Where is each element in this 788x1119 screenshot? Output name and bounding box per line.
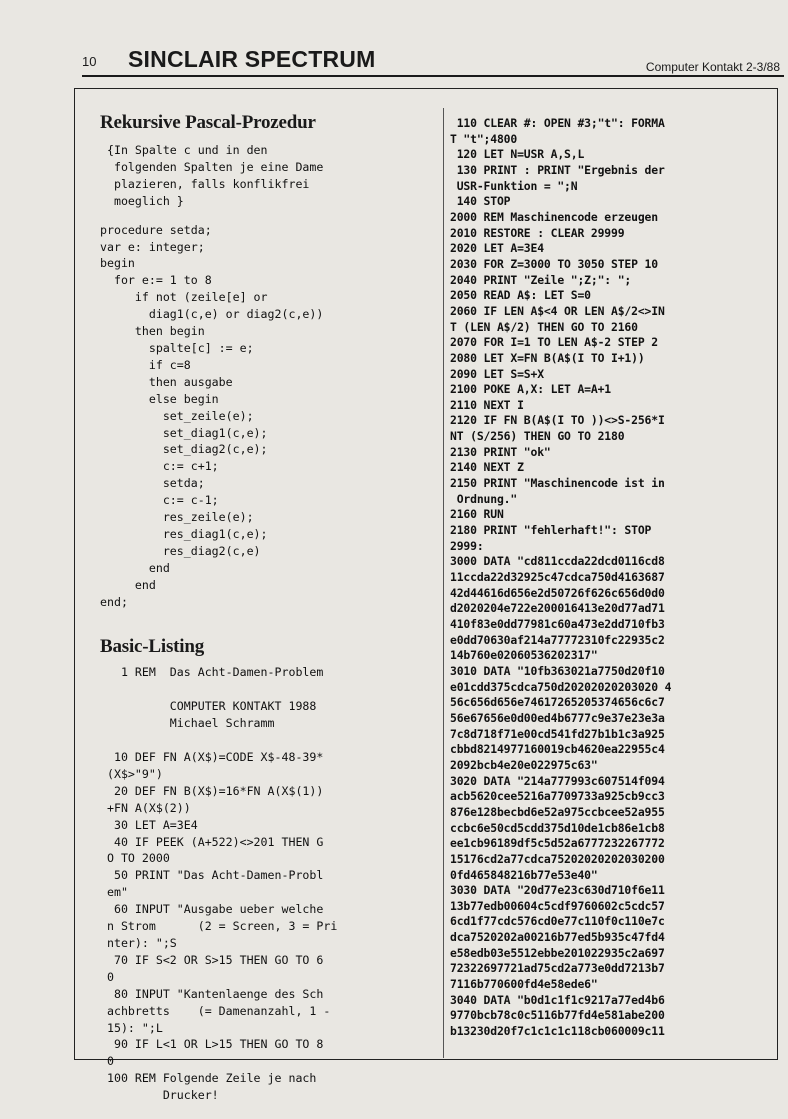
- issue-label: Computer Kontakt 2-3/88: [645, 60, 780, 74]
- page-number: 10: [82, 54, 97, 69]
- column-separator: [443, 108, 444, 1058]
- basic-code-left: 1 REM Das Acht-Damen-Problem COMPUTER KONTAKT 1988 Michael Schramm 10 DEF FN A(X$)=CODE X$-48-39* (X$>"9") 20 DEF FN B(X$)=16*FN A(X$(1)) +FN A(X$(2)) 30 LET A=3E4 40 IF PEEK (A+522)<>201 THEN G O TO 2000 50 PRINT "Das Acht-Damen-Probl em" 60 INPUT "Ausgabe ueber welche n Strom (2 = Screen, 3 = Pri nter): ";S 70 IF S<2 OR S>15 THEN GO TO 6 0 80 INPUT "Kantenlaenge des Sch achbretts (= Damenanzahl, 1 - 15): ";L 90 IF L<1 OR L>15 THEN GO TO 8 0 100 REM Folgende Zeile je nach Drucker!: [106, 665, 338, 1103]
- pascal-section-title: Rekursive Pascal-Prozedur: [100, 112, 316, 133]
- pascal-comment: {In Spalte c und in den folgenden Spalten je eine Dame plazieren, falls konflikfrei moeglich }: [106, 143, 324, 208]
- left-column: [100, 112, 440, 1104]
- header-rule: [82, 75, 784, 77]
- right-column: [450, 116, 780, 1040]
- pascal-code: procedure setda; var e: integer; begin for e:= 1 to 8 if not (zeile[e] or diag1(c,e) or diag2(c,e)) then begin spalte[c] := e; if c=8 then ausgabe else begin set_zeile(e); set_diag1(c,e); set_diag2(c,e); c:= c+1; setda; c:= c-1; res_zeile(e); res_diag1(c,e); res_diag2(c,e) end end end;: [100, 222, 324, 609]
- magazine-title: SINCLAIR SPECTRUM: [128, 46, 376, 72]
- basic-code-right: 110 CLEAR #: OPEN #3;"t": FORMA T "t";4800 120 LET N=USR A,S,L 130 PRINT : PRINT "Ergebnis der USR-Funktion = ";N 140 STOP 2000 REM Maschinencode erzeugen 2010 RESTORE : CLEAR 29999 2020 LET A=3E4 2030 FOR Z=3000 TO 3050 STEP 10 2040 PRINT "Zeile ";Z;": "; 2050 READ A$: LET S=0 2060 IF LEN A$<4 OR LEN A$/2<>IN T (LEN A$/2) THEN GO TO 2160 2070 FOR I=1 TO LEN A$-2 STEP 2 2080 LET X=FN B(A$(I TO I+1)) 2090 LET S=S+X 2100 POKE A,X: LET A=A+1 2110 NEXT I 2120 IF FN B(A$(I TO ))<>S-256*I NT (S/256) THEN GO TO 2180 2130 PRINT "ok" 2140 NEXT Z 2150 PRINT "Maschinencode ist in Ordnung." 2160 RUN 2180 PRINT "fehlerhaft!": STOP 2999: 3000 DATA "cd811ccda22dcd0116cd8 11ccda22d32925c47cdca750d4163687 42d44616d656e2d50726f626c656d0d0 d2020204e722e200016413e20d77ad71 410f83e0dd77981c60a473e2dd710fb3 e0dd70630af214a77772310fc22935c2 14b760e02060536202317" 3010 DATA "10fb363021a7750d20f10 e01cdd375cdca750d20202020203020 4 56c656d656e74617265205374656c6c7 56e67656e0d00ed4b6777c9e37e23e3a 7c8d718f71e00cd541fd27b1b1c3a925 cbbd8214977160019cb4620ea22955c4 2092bcb4e20e022975c63" 3020 DATA "214a777993c607514f094 acb5620cee5216a7709733a925cb9cc3 876e128becbd6e52a975ccbcee52a955 ccbc6e50cd5cdd375d10de1cb86e1cb8 ee1cb96189df5c5d52a6777232267772 15176cd2a77cdca75202020202030200 0fd465848216b77e53e40" 3030 DATA "20d77e23c630d710f6e11 13b77edb00604c5cdf9760602c5cdc57 6cd1f77cdc576cd0e77c110f0c110e7c dca7520202a00216b77ed5b935c47fd4 e58edb03e5512ebbe201022935c2a697 72322697721ad75cd2a773e0dd7213b7 7116b770600fd4e58ede6" 3040 DATA "b0d1c1f1c9217a77ed4b6 9770bcb78c0c5116b77fd4e581abe200 b13230d20f7c1c1c1c118cb060009c11: [450, 116, 672, 1039]
- basic-section-title: Basic-Listing: [100, 636, 205, 658]
